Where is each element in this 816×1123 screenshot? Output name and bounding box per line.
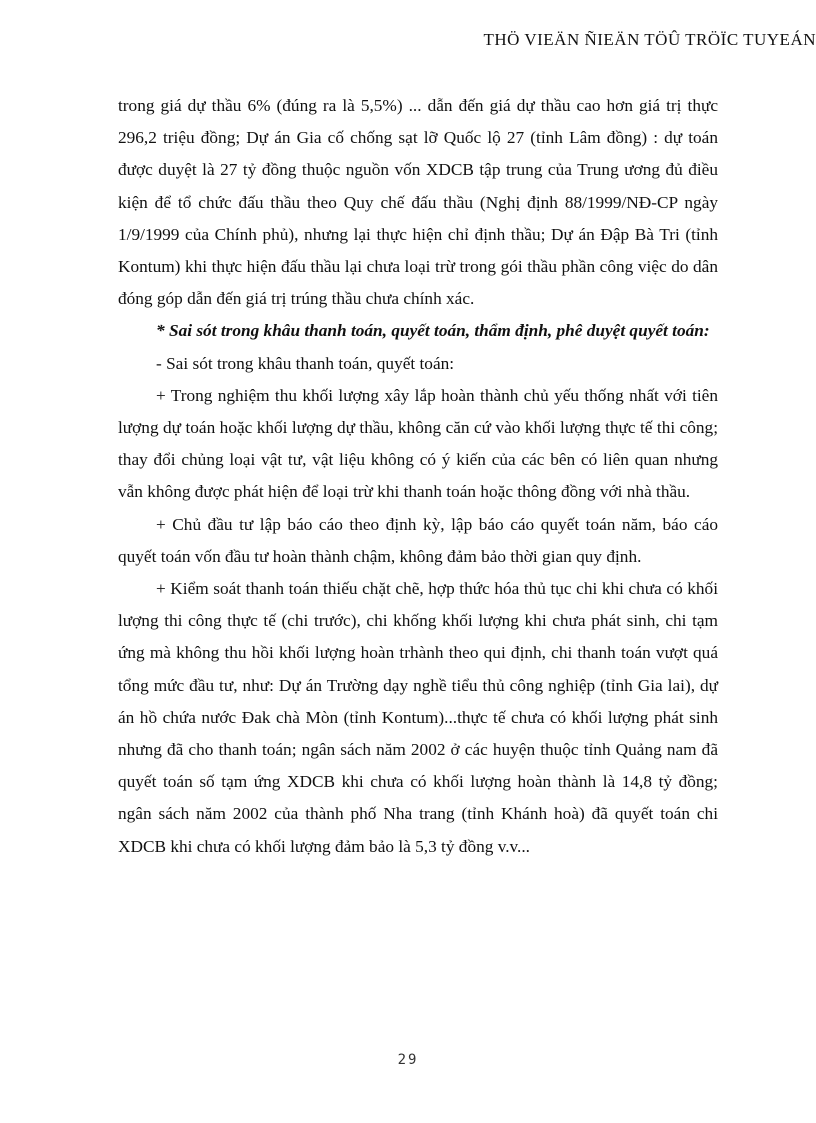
paragraph-payment-control: + Kiểm soát thanh toán thiếu chặt chẽ, hợp thức hóa thủ tục chi khi chưa có khối lượng thi công thực tế (chi trước), chi khống khối lượng khi chưa phát sinh, chi tạm ứng mà không thu hồi khối lượng hoàn trhành theo qui định, chi thanh toán vượt quá tổng mức đầu tư, như: Dự án Trường dạy nghề tiểu thủ công nghiệp (tỉnh Gia lai), dự án hồ chứa nước Đak chà Mòn (tỉnh Kontum)...thực tế chưa có khối lượng phát sinh nhưng đã cho thanh toán; ngân sách năm 2002 ở các huyện thuộc tỉnh Quảng nam đã quyết toán số tạm ứng XDCB khi chưa có khối lượng hoàn thành là 14,8 tỷ đồng; ngân sách năm 2002 của thành phố Nha trang (tỉnh Khánh hoà) đã quyết toán chi XDCB khi chưa có khối lượng đảm bảo là 5,3 tỷ đồng v.v... [118, 579, 718, 856]
running-header: THÖ VIEÄN ÑIEÄN TÖÛ TRÖÏC TUYEÁN [483, 30, 816, 49]
paragraph-reporting: + Chủ đầu tư lập báo cáo theo định kỳ, lập báo cáo quyết toán năm, báo cáo quyết toán vốn đầu tư hoàn thành chậm, không đảm bảo thời gian quy định. [118, 514, 718, 566]
page-number: 29 [397, 1052, 419, 1068]
paragraph-continuation: trong giá dự thầu 6% (đúng ra là 5,5%) ... dẫn đến giá dự thầu cao hơn giá trị thực 296,2 triệu đồng; Dự án Gia cố chống sạt lỡ Quốc lộ 27 (tỉnh Lâm đồng) : dự toán được duyệt là 27 tỷ đồng thuộc nguồn vốn XDCB tập trung của Trung ương đủ điều kiện để tổ chức đấu thầu theo Quy chế đấu thầu (Nghị định 88/1999/NĐ-CP ngày 1/9/1999 của Chính phủ), nhưng lại thực hiện chỉ định thầu; Dự án Đập Bà Tri (tỉnh Kontum) khi thực hiện đấu thầu lại chưa loại trừ trong gói thầu phần công việc do dân đóng góp dẫn đến giá trị trúng thầu chưa chính xác. [118, 96, 718, 309]
paragraph-acceptance: + Trong nghiệm thu khối lượng xây lắp hoàn thành chủ yếu thống nhất với tiên lượng dự toán hoặc khối lượng dự thầu, không căn cứ vào khối lượng thực tế thi công; thay đổi chủng loại vật tư, vật liệu không có ý kiến của các bên có liên quan nhưng vẫn không được phát hiện để loại trừ khi thanh toán hoặc thông đồng với nhà thầu. [118, 385, 718, 502]
sub-heading: - Sai sót trong khâu thanh toán, quyết toán: [156, 353, 455, 373]
page-body [118, 90, 718, 863]
section-heading: * Sai sót trong khâu thanh toán, quyết toán, thẩm định, phê duyệt quyết toán: [156, 321, 710, 341]
